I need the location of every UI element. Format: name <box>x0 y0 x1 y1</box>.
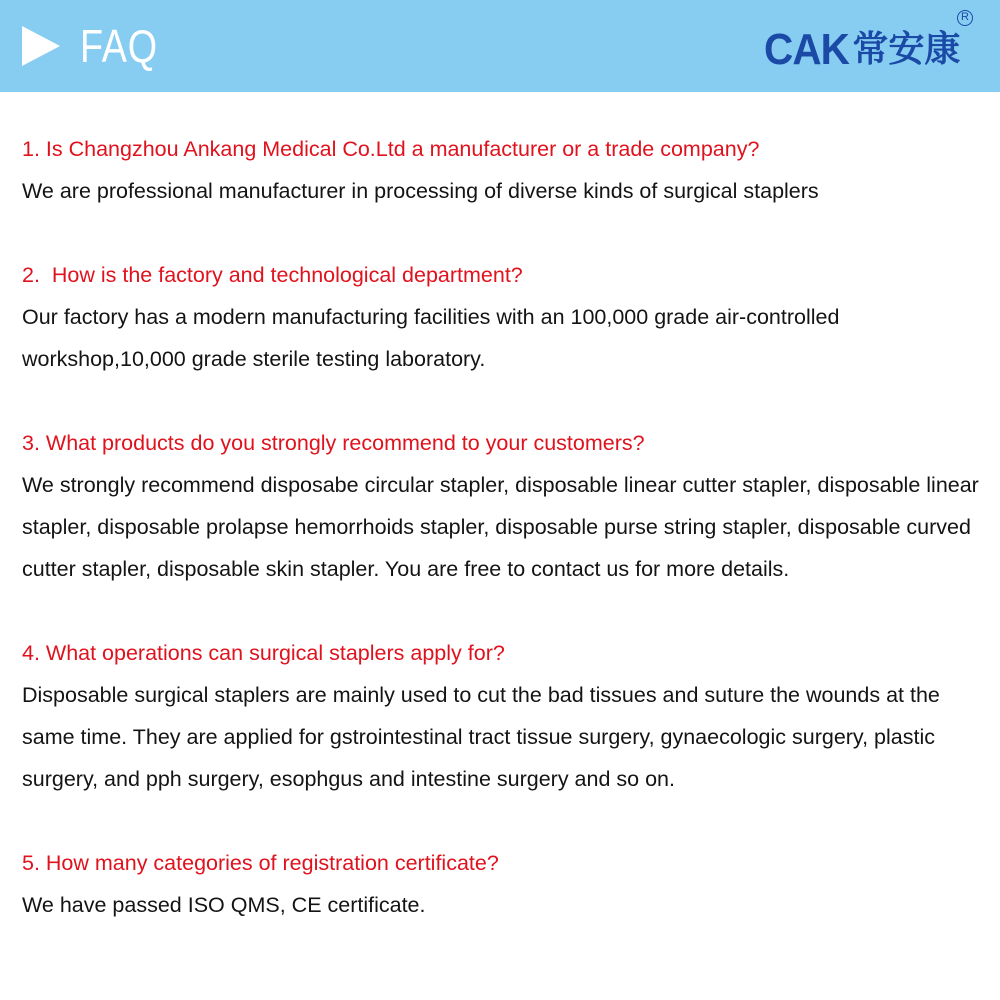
faq-answer: We strongly recommend disposabe circular stapler, disposable linear cutter stapler, disposable linear stapler, disposable prolapse hemorrhoids stapler, disposable purse string stapler, disposable curved cutter stapler, disposable skin stapler. You are free to contact us for more details. <box>22 473 979 581</box>
brand-logo <box>764 22 960 78</box>
play-triangle-icon <box>22 26 60 66</box>
faq-item-4 <box>22 632 992 800</box>
faq-question: 2. How is the factory and technological department? <box>22 263 523 287</box>
faq-question: 5. How many categories of registration certificate? <box>22 851 499 875</box>
faq-item-3 <box>22 422 992 590</box>
faq-question: 1. Is Changzhou Ankang Medical Co.Ltd a manufacturer or a trade company? <box>22 137 760 161</box>
faq-item-5 <box>22 842 992 926</box>
faq-list <box>22 128 992 926</box>
faq-item-2 <box>22 254 992 380</box>
logo-latin-text: CAK <box>764 25 849 74</box>
faq-item-1 <box>22 128 992 212</box>
logo-chinese-text: 常安康 <box>852 29 961 70</box>
faq-header-banner <box>0 0 1000 92</box>
faq-question: 3. What products do you strongly recommend to your customers? <box>22 431 645 455</box>
faq-answer: Our factory has a modern manufacturing facilities with an 100,000 grade air-controlled workshop,10,000 grade sterile testing laboratory. <box>22 305 840 371</box>
faq-answer: We have passed ISO QMS, CE certificate. <box>22 893 426 917</box>
faq-question: 4. What operations can surgical staplers apply for? <box>22 641 505 665</box>
page-title: FAQ <box>80 20 158 72</box>
faq-answer: Disposable surgical staplers are mainly used to cut the bad tissues and suture the wounds at the same time. They are applied for gstrointestinal tract tissue surgery, gynaecologic surgery, plastic surgery, and pph surgery, esophgus and intestine surgery and so on. <box>22 683 940 791</box>
registered-trademark-icon: R <box>957 10 973 26</box>
faq-answer: We are professional manufacturer in processing of diverse kinds of surgical staplers <box>22 179 819 203</box>
